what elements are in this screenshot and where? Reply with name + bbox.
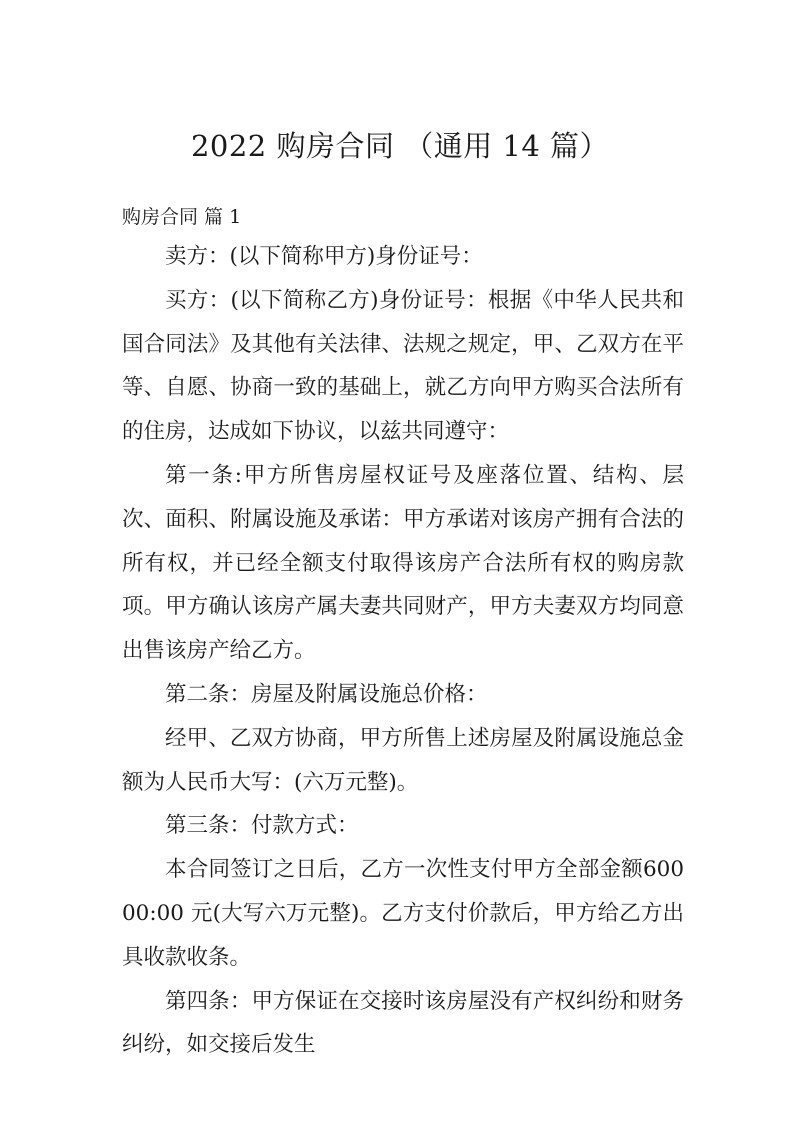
paragraph-article-3-body: 本合同签订之日后，乙方一次性支付甲方全部金额60000:00 元(大写六万元整)。乙方支付价款后，甲方给乙方出具收款收条。 (122, 857, 684, 970)
paragraph-article-1: 第一条:甲方所售房屋权证号及座落位置、结构、层次、面积、附属设施及承诺：甲方承诺对该房产拥有合法的所有权，并已经全额支付取得该房产合法所有权的购房款项。甲方确认该房产属夫妻共同财产，甲方夫妻双方均同意出售该房产给乙方。 (122, 462, 684, 664)
paragraph-article-2-heading: 第二条：房屋及附属设施总价格： (165, 681, 488, 707)
document-title: 2022 购房合同 （通用 14 篇） (190, 129, 610, 163)
paragraph-seller: 卖方：(以下简称甲方)身份证号： (165, 244, 483, 269)
paragraph-article-3-heading: 第三条：付款方式： (165, 813, 359, 839)
document-body (122, 235, 684, 1067)
paragraph-buyer: 买方：(以下简称乙方)身份证号：根据《中华人民共和国合同法》及其他有关法律、法规之规定，甲、乙双方在平等、自愿、协商一致的基础上，就乙方向甲方购买合法所有的住房，达成如下协议，以兹共同遵守： (122, 287, 684, 445)
paragraph-article-4: 第四条：甲方保证在交接时该房屋没有产权纠纷和财务纠纷，如交接后发生 (122, 988, 684, 1058)
paragraph-article-2-body: 经甲、乙双方协商，甲方所售上述房屋及附属设施总金额为人民币大写：(六万元整)。 (122, 725, 684, 795)
section-heading: 购房合同 篇 1 (122, 206, 242, 228)
